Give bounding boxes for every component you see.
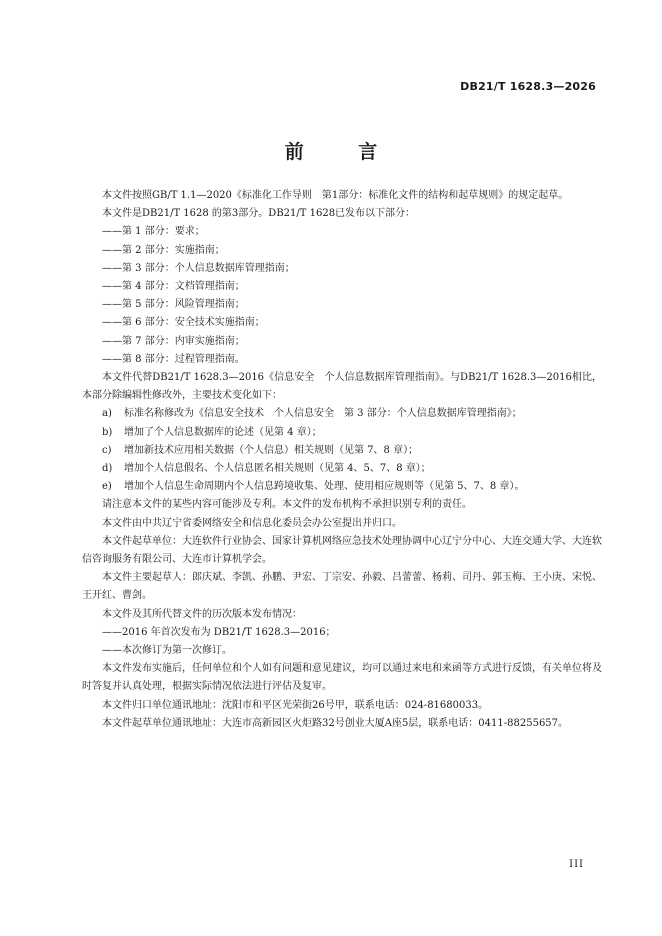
- change-text: 标准名称修改为《信息安全技术 个人信息安全 第 3 部分：个人信息数据库管理指南》；: [124, 408, 522, 420]
- replace-paragraph: 本文件代替DB21/T 1628.3—2016《信息安全 个人信息数据库管理指南》。与DB21/T 1628.3—2016相比，本部分除编辑性修改外，主要技术变化如下：: [82, 372, 602, 402]
- part-list-item: ——第 7 部分：内审实施指南；: [102, 335, 245, 347]
- proposer-paragraph: 本文件由中共辽宁省委网络安全和信息化委员会办公室提出并归口。: [102, 517, 402, 529]
- document-code: DB21/T 1628.3—2026: [460, 80, 596, 93]
- drafter-address: 本文件起草单位通讯地址：大连市高新园区火炬路32号创业大厦A座5层，联系电话：0411-88255657。: [102, 717, 569, 729]
- part-list-item: ——第 2 部分：实施指南；: [102, 244, 225, 256]
- history-item: ——2016 年首次发布为 DB21/T 1628.3—2016；: [102, 626, 336, 638]
- document-body: [82, 187, 602, 733]
- feedback-paragraph: 本文件发布实施后，任何单位和个人如有问题和意见建议，均可以通过来电和来函等方式进行反馈，有关单位将及时答复并认真处理，根据实际情况依法进行评估及复审。: [82, 663, 602, 693]
- part-list-item: ——第 3 部分：个人信息数据库管理指南；: [102, 262, 295, 274]
- intro-paragraph: 本文件按照GB/T 1.1—2020《标准化工作导则 第1部分：标准化文件的结构和起草规则》的规定起草。: [102, 190, 569, 201]
- change-list-item: [82, 478, 602, 496]
- history-item: ——本次修订为第一次修订。: [102, 645, 232, 657]
- history-intro: 本文件及其所代替文件的历次版本发布情况：: [102, 608, 302, 620]
- change-list-item: [82, 424, 602, 442]
- change-label: c): [102, 444, 112, 456]
- owner-address: 本文件归口单位通讯地址：沈阳市和平区光荣街26号甲，联系电话：024-81680033。: [102, 699, 489, 711]
- change-text: 增加了个人信息数据库的论述（见第 4 章）；: [124, 426, 322, 438]
- change-label: b): [102, 426, 113, 438]
- drafters: 本文件主要起草人：郎庆斌、李凯、孙鹏、尹宏、丁宗安、孙毅、吕蕾蕾、杨莉、司丹、郭玉梅、王小庚、宋悦、王开红、曹剑。: [82, 572, 602, 602]
- part-list-item: ——第 5 部分：风险管理指南；: [102, 299, 245, 311]
- change-list-item: [82, 442, 602, 460]
- change-text: 增加新技术应用相关数据（个人信息）相关规则（见第 7、8 章）；: [124, 444, 419, 456]
- part-list-item: ——第 4 部分：文档管理指南；: [102, 281, 245, 293]
- page-number: III: [569, 859, 584, 870]
- change-label: e): [102, 481, 112, 493]
- change-list-item: [82, 460, 602, 478]
- drafting-units: 本文件起草单位：大连软件行业协会、国家计算机网络应急技术处理协调中心辽宁分中心、大连交通大学、大连软信咨询服务有限公司、大连市计算机学会。: [82, 535, 602, 566]
- change-list-item: [82, 405, 602, 423]
- change-label: a): [102, 408, 112, 420]
- part-list-item: ——第 8 部分：过程管理指南。: [102, 353, 245, 365]
- intro-paragraph: 本文件是DB21/T 1628 的第3部分。DB21/T 1628已发布以下部分：: [102, 208, 416, 220]
- part-list-item: ——第 1 部分：要求；: [102, 226, 205, 238]
- change-text: 增加个人信息假名、个人信息匿名相关规则（见第 4、5、7、8 章）；: [124, 463, 431, 475]
- change-label: d): [102, 463, 113, 475]
- patent-notice: 请注意本文件的某些内容可能涉及专利。本文件的发布机构不承担识别专利的责任。: [102, 499, 472, 511]
- part-list-item: ——第 6 部分：安全技术实施指南；: [102, 317, 265, 329]
- page-title: 前 言: [284, 141, 402, 163]
- change-text: 增加个人信息生命周期内个人信息跨境收集、处理、使用相应规则等（见第 5、7、8 章）。: [124, 481, 525, 493]
